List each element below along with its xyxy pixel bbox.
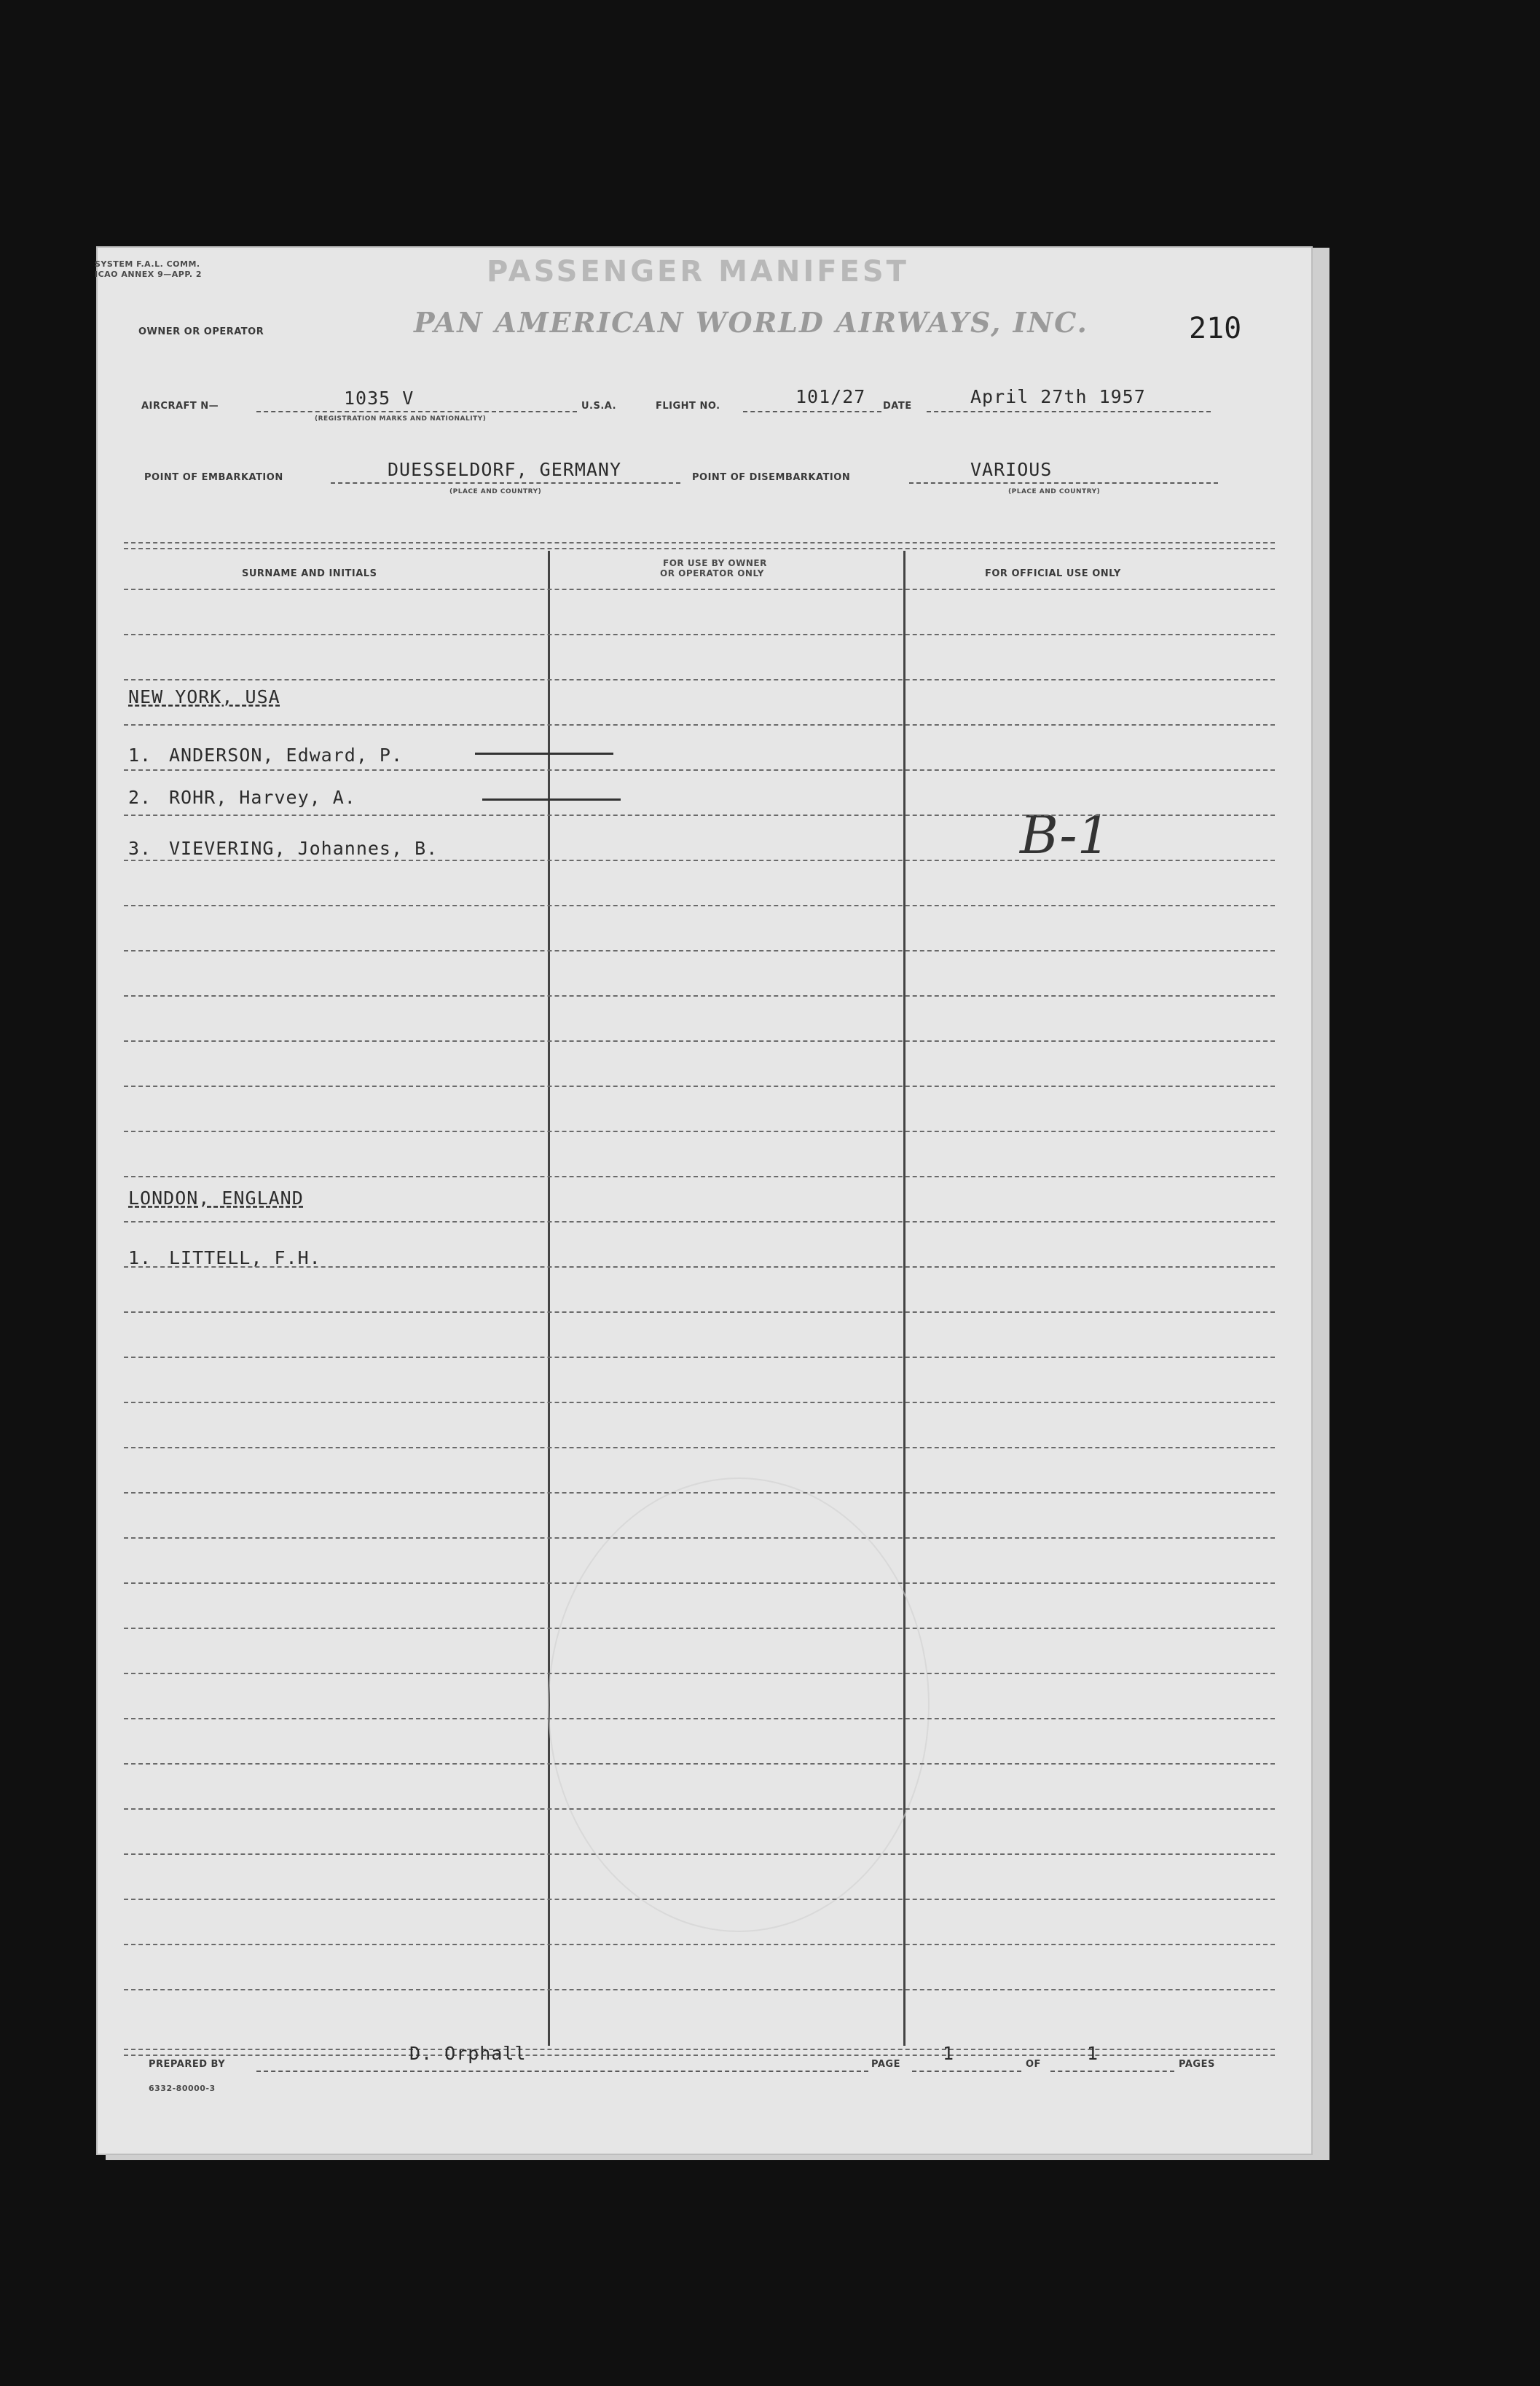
table-row-rule xyxy=(124,905,1275,906)
form-code: 6332-80000-3 xyxy=(149,2084,216,2093)
disembark-fill-line xyxy=(909,482,1218,484)
disembark-sub-label: (PLACE AND COUNTRY) xyxy=(1008,488,1101,495)
flight-value: 101/27 xyxy=(795,386,866,407)
aircraft-value: 1035 V xyxy=(344,388,415,409)
tick-dash-mark xyxy=(482,798,621,801)
page-value: 1 xyxy=(943,2043,955,2064)
table-row-rule xyxy=(124,1944,1275,1945)
date-value: April 27th 1957 xyxy=(970,386,1146,407)
passenger-row-num: 3. xyxy=(128,838,152,859)
table-row-rule xyxy=(124,1899,1275,1900)
of-label: OF xyxy=(1026,2059,1041,2070)
passenger-name: ROHR, Harvey, A. xyxy=(169,787,356,808)
date-fill-line xyxy=(927,411,1211,412)
faint-watermark-stamp xyxy=(548,1477,930,1932)
prepared-by-label: PREPARED BY xyxy=(149,2059,226,2070)
disembark-label: POINT OF DISEMBARKATION xyxy=(692,472,851,483)
flight-label: FLIGHT NO. xyxy=(656,401,720,412)
manifest-sheet xyxy=(96,246,1313,2155)
group-destination-london: LONDON, ENGLAND xyxy=(128,1188,304,1209)
date-label: DATE xyxy=(883,401,912,412)
col-owner-header-line1: FOR USE BY OWNER xyxy=(663,558,767,568)
table-row-rule xyxy=(124,1808,1275,1810)
pages-label: PAGES xyxy=(1179,2059,1215,2070)
table-row-rule xyxy=(124,1266,1275,1268)
of-fill-line xyxy=(1050,2071,1174,2072)
passenger-name: VIEVERING, Johannes, B. xyxy=(169,838,439,859)
owner-label: OWNER OR OPERATOR xyxy=(138,326,264,337)
table-row-rule xyxy=(124,679,1275,680)
table-row-rule xyxy=(124,1628,1275,1629)
table-row-rule xyxy=(124,1989,1275,1990)
tick-dash-mark xyxy=(475,753,613,755)
table-row-rule xyxy=(124,1853,1275,1855)
passenger-row-num: 1. xyxy=(128,1247,152,1268)
table-row-rule xyxy=(124,1086,1275,1087)
form-title: PASSENGER MANIFEST xyxy=(487,255,909,289)
passenger-name: ANDERSON, Edward, P. xyxy=(169,745,404,766)
page-fill-line xyxy=(912,2071,1021,2072)
table-row-rule xyxy=(124,1402,1275,1403)
table-row-rule xyxy=(124,589,1275,590)
page-label: PAGE xyxy=(871,2059,900,2070)
table-top-rule-2 xyxy=(124,548,1275,549)
table-row-rule xyxy=(124,1176,1275,1177)
table-row-rule xyxy=(124,995,1275,997)
col-owner-header-line2: OR OPERATOR ONLY xyxy=(660,568,764,578)
table-row-rule xyxy=(124,769,1275,771)
owner-value: PAN AMERICAN WORLD AIRWAYS, INC. xyxy=(414,306,1088,339)
column-divider-1 xyxy=(548,551,550,2046)
col-surname-header: SURNAME AND INITIALS xyxy=(242,568,377,579)
table-row-rule xyxy=(124,950,1275,951)
system-ref-line1: SYSTEM F.A.L. COMM. xyxy=(95,259,200,269)
table-top-rule-1 xyxy=(124,542,1275,543)
aircraft-fill-line xyxy=(256,411,577,412)
table-row-rule xyxy=(124,1311,1275,1313)
embark-value: DUESSELDORF, GERMANY xyxy=(388,459,622,480)
passenger-row-num: 1. xyxy=(128,745,152,766)
passenger-row-num: 2. xyxy=(128,787,152,808)
table-row-rule xyxy=(124,1582,1275,1584)
table-row-rule xyxy=(124,1673,1275,1674)
table-bottom-rule-2 xyxy=(124,2055,1275,2056)
page-stamp-number: 210 xyxy=(1189,312,1242,345)
group-destination-new-york: NEW YORK, USA xyxy=(128,686,280,707)
table-row-rule xyxy=(124,1221,1275,1223)
flight-fill-line xyxy=(743,411,881,412)
table-bottom-rule-1 xyxy=(124,2049,1275,2050)
usa-label: U.S.A. xyxy=(581,401,617,412)
table-row-rule xyxy=(124,815,1275,816)
embark-label: POINT OF EMBARKATION xyxy=(144,472,283,483)
table-row-rule xyxy=(124,1131,1275,1132)
prepared-by-fill-line xyxy=(256,2071,868,2072)
embark-fill-line xyxy=(331,482,680,484)
table-row-rule xyxy=(124,1718,1275,1719)
official-handwritten-note: B-1 xyxy=(1020,804,1111,866)
passenger-name: LITTELL, F.H. xyxy=(169,1247,321,1268)
system-ref-line2: ICAO ANNEX 9—APP. 2 xyxy=(95,270,203,279)
table-row-rule xyxy=(124,1537,1275,1539)
aircraft-sub-label: (REGISTRATION MARKS AND NATIONALITY) xyxy=(315,415,487,423)
aircraft-label: AIRCRAFT N— xyxy=(141,401,219,412)
of-value: 1 xyxy=(1087,2043,1099,2064)
prepared-by-value: D. Orphall xyxy=(409,2043,527,2064)
table-row-rule xyxy=(124,1040,1275,1042)
column-divider-2 xyxy=(903,551,905,2046)
table-row-rule xyxy=(124,1357,1275,1358)
table-row-rule xyxy=(124,1763,1275,1765)
table-row-rule xyxy=(124,860,1275,861)
table-row-rule xyxy=(124,1447,1275,1448)
disembark-value: VARIOUS xyxy=(970,459,1053,480)
table-row-rule xyxy=(124,724,1275,726)
table-row-rule xyxy=(124,1492,1275,1494)
col-official-header: FOR OFFICIAL USE ONLY xyxy=(985,568,1121,579)
table-row-rule xyxy=(124,634,1275,635)
embark-sub-label: (PLACE AND COUNTRY) xyxy=(449,488,542,495)
